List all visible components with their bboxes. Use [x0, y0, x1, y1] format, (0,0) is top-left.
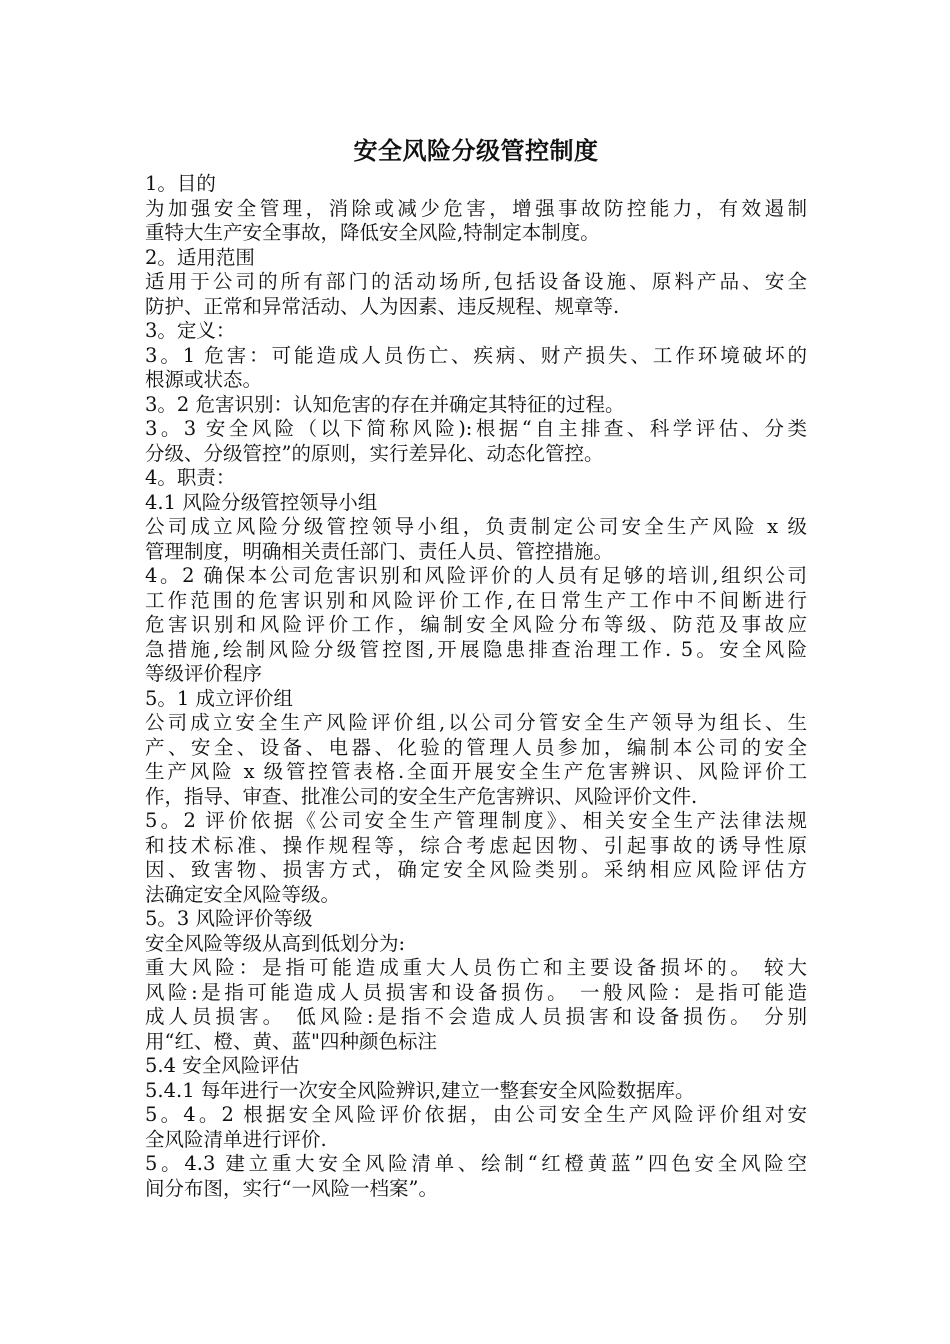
paragraph-line: 5.4 安全风险评估 [145, 1054, 300, 1077]
paragraph-line: 适用于公司的所有部门的活动场所,包括设备设施、原料产品、安全 [145, 270, 807, 293]
paragraph-line: 公司成立安全生产风险评价组,以公司分管安全生产领导为组长、生 [145, 711, 807, 734]
paragraph-line: 成人员损害。 低风险:是指不会造成人员损害和设备损伤。 分别 [145, 1005, 807, 1028]
paragraph-line: 管理制度，明确相关责任部门、责任人员、管控措施。 [145, 539, 614, 563]
paragraph-line: 5。4。2 根据安全风险评价依据，由公司安全生产风险评价组对安 [145, 1103, 807, 1126]
paragraph-line: 3。2 危害识别：认知危害的存在并确定其特征的过程。 [145, 392, 625, 416]
paragraph-line: 5。4.3 建立重大安全风险清单、绘制“红橙黄蓝”四色安全风险空 [145, 1152, 807, 1175]
paragraph-line: 生产风险 x 级管控管表格.全面开展安全生产危害辨识、风险评价工 [145, 760, 807, 783]
paragraph-line: 防护、正常和异常活动、人为因素、违反规程、规章等. [145, 294, 620, 318]
paragraph-line: 用“红、橙、黄、蓝"四种颜色标注 [145, 1029, 437, 1053]
paragraph-line: 5.4.1 每年进行一次安全风险辨识,建立一整套安全风险数据库。 [145, 1078, 695, 1102]
paragraph-line: 工作范围的危害识别和风险评价工作,在日常生产工作中不间断进行 [145, 588, 807, 612]
document-body [145, 172, 807, 1201]
paragraph-line: 全风险清单进行评价. [145, 1127, 327, 1151]
paragraph-line: 法确定安全风险等级。 [145, 882, 341, 906]
paragraph-line: 等级评价程序 [145, 662, 263, 685]
paragraph-line: 1。目的 [145, 172, 216, 195]
paragraph-line: 5。1 成立评价组 [145, 686, 294, 710]
paragraph-line: 产、安全、设备、电器、化验的管理人员参加，编制本公司的安全 [145, 735, 807, 759]
paragraph-line: 3。3 安全风险（以下简称风险):根据“自主排查、科学评估、分类 [145, 417, 807, 440]
paragraph-line: 安全风险等级从高到低划分为: [145, 931, 406, 955]
document-page [145, 134, 807, 1201]
paragraph-line: 分级、分级管控”的原则，实行差异化、动态化管控。 [145, 441, 604, 465]
paragraph-line: 2。适用范围 [145, 245, 255, 269]
paragraph-line: 风险:是指可能造成人员损害和设备损伤。 一般风险：是指可能造 [145, 980, 807, 1004]
paragraph-line: 4。职责： [145, 466, 236, 489]
paragraph-line: 公司成立风险分级管控领导小组，负责制定公司安全生产风险 x 级 [145, 515, 807, 538]
paragraph-line: 3。1 危害：可能造成人员伤亡、疾病、财产损失、工作环境破坏的 [145, 343, 807, 367]
paragraph-line: 重特大生产安全事故，降低安全风险,特制定本制度。 [145, 221, 600, 244]
paragraph-line: 危害识别和风险评价工作，编制安全风险分布等级、防范及事故应 [145, 613, 807, 636]
paragraph-line: 4.1 风险分级管控领导小组 [145, 490, 378, 514]
paragraph-line: 为加强安全管理，消除或减少危害，增强事故防控能力，有效遏制 [145, 196, 807, 220]
paragraph-line: 急措施,绘制风险分级管控图,开展隐患排查治理工作. 5。安全风险 [145, 637, 807, 661]
paragraph-line: 3。定义： [145, 319, 236, 342]
paragraph-line: 根源或状态。 [145, 368, 263, 391]
paragraph-line: 作，指导、审查、批准公司的安全生产危害辨识、风险评价文件. [145, 784, 698, 808]
paragraph-line: 4。2 确保本公司危害识别和风险评价的人员有足够的培训,组织公司 [145, 564, 807, 587]
paragraph-line: 间分布图，实行“一风险一档案”。 [145, 1176, 438, 1200]
paragraph-line: 重大风险：是指可能造成重大人员伤亡和主要设备损坏的。 较大 [145, 956, 807, 979]
paragraph-line: 和技术标准、操作规程等，综合考虑起因物、引起事故的诱导性原 [145, 833, 807, 857]
document-title: 安全风险分级管控制度 [353, 136, 599, 165]
paragraph-line: 5。3 风险评价等级 [145, 907, 313, 930]
paragraph-line: 5。2 评价依据《公司安全生产管理制度》、相关安全生产法律法规 [145, 809, 807, 832]
paragraph-line: 因、致害物、损害方式，确定安全风险类别。采纳相应风险评估方 [145, 858, 807, 881]
